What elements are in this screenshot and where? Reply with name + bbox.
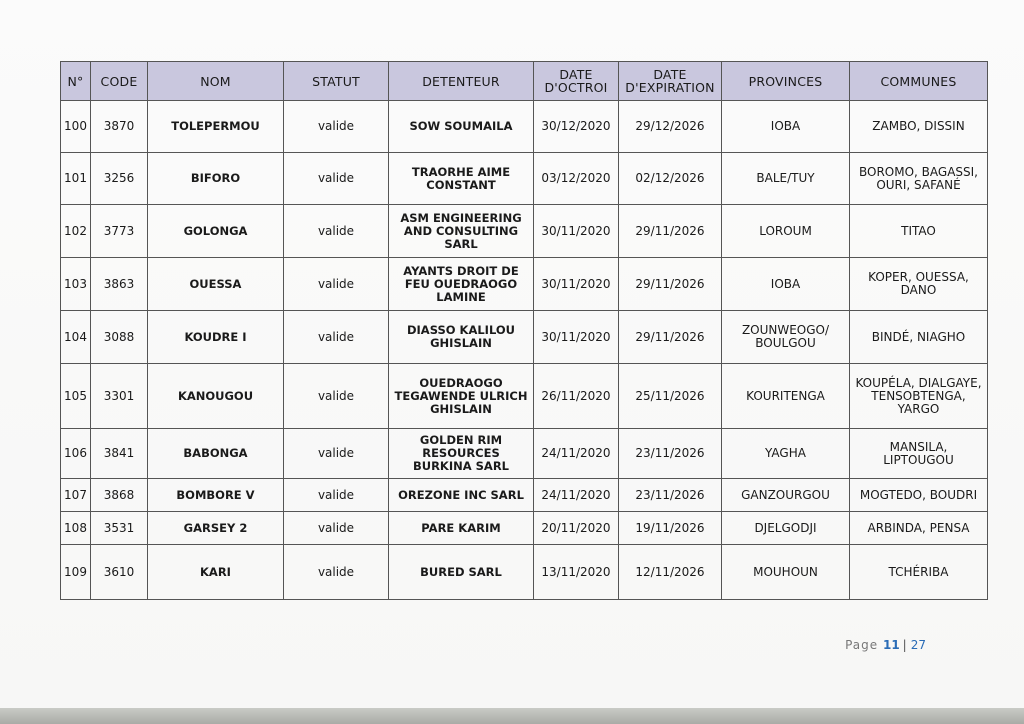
cell-nom: OUESSA bbox=[148, 258, 284, 311]
cell-communes: TCHÉRIBA bbox=[850, 545, 988, 600]
cell-nom: BABONGA bbox=[148, 429, 284, 479]
cell-n: 104 bbox=[61, 311, 91, 364]
cell-provinces: BALE/TUY bbox=[722, 153, 850, 205]
cell-nom: KOUDRE I bbox=[148, 311, 284, 364]
cell-code: 3256 bbox=[91, 153, 148, 205]
cell-n: 100 bbox=[61, 101, 91, 153]
cell-n: 106 bbox=[61, 429, 91, 479]
cell-statut: valide bbox=[284, 311, 389, 364]
cell-code: 3863 bbox=[91, 258, 148, 311]
header-communes: COMMUNES bbox=[850, 62, 988, 101]
cell-statut: valide bbox=[284, 479, 389, 512]
table-row bbox=[61, 311, 988, 364]
cell-date-octroi: 13/11/2020 bbox=[534, 545, 619, 600]
header-date-octroi: DATE D'OCTROI bbox=[534, 62, 619, 101]
cell-date-octroi: 24/11/2020 bbox=[534, 479, 619, 512]
cell-code: 3868 bbox=[91, 479, 148, 512]
table-row bbox=[61, 429, 988, 479]
cell-n: 107 bbox=[61, 479, 91, 512]
cell-detenteur: ASM ENGINEERING AND CONSULTING SARL bbox=[389, 205, 534, 258]
cell-detenteur: DIASSO KALILOU GHISLAIN bbox=[389, 311, 534, 364]
cell-n: 108 bbox=[61, 512, 91, 545]
cell-statut: valide bbox=[284, 512, 389, 545]
cell-code: 3773 bbox=[91, 205, 148, 258]
header-n: N° bbox=[61, 62, 91, 101]
cell-provinces: IOBA bbox=[722, 258, 850, 311]
cell-date-expiration: 29/12/2026 bbox=[619, 101, 722, 153]
table-row bbox=[61, 101, 988, 153]
cell-nom: BOMBORE V bbox=[148, 479, 284, 512]
table-row bbox=[61, 512, 988, 545]
header-nom: NOM bbox=[148, 62, 284, 101]
cell-date-expiration: 23/11/2026 bbox=[619, 479, 722, 512]
cell-nom: KARI bbox=[148, 545, 284, 600]
cell-provinces: LOROUM bbox=[722, 205, 850, 258]
cell-n: 109 bbox=[61, 545, 91, 600]
cell-detenteur: OUEDRAOGO TEGAWENDE ULRICH GHISLAIN bbox=[389, 364, 534, 429]
header-provinces: PROVINCES bbox=[722, 62, 850, 101]
cell-nom: TOLEPERMOU bbox=[148, 101, 284, 153]
cell-detenteur: OREZONE INC SARL bbox=[389, 479, 534, 512]
cell-detenteur: SOW SOUMAILA bbox=[389, 101, 534, 153]
table-row bbox=[61, 364, 988, 429]
cell-code: 3841 bbox=[91, 429, 148, 479]
header-code: CODE bbox=[91, 62, 148, 101]
cell-detenteur: TRAORHE AIME CONSTANT bbox=[389, 153, 534, 205]
table-row bbox=[61, 153, 988, 205]
cell-detenteur: BURED SARL bbox=[389, 545, 534, 600]
header-date-expiration: DATE D'EXPIRATION bbox=[619, 62, 722, 101]
cell-provinces: IOBA bbox=[722, 101, 850, 153]
cell-date-expiration: 23/11/2026 bbox=[619, 429, 722, 479]
cell-date-octroi: 20/11/2020 bbox=[534, 512, 619, 545]
scan-bottom-edge bbox=[0, 708, 1024, 724]
cell-date-octroi: 30/12/2020 bbox=[534, 101, 619, 153]
cell-code: 3610 bbox=[91, 545, 148, 600]
cell-n: 105 bbox=[61, 364, 91, 429]
cell-statut: valide bbox=[284, 545, 389, 600]
cell-nom: BIFORO bbox=[148, 153, 284, 205]
page-separator: | bbox=[902, 638, 908, 652]
cell-n: 103 bbox=[61, 258, 91, 311]
cell-statut: valide bbox=[284, 364, 389, 429]
cell-communes: TITAO bbox=[850, 205, 988, 258]
cell-date-octroi: 26/11/2020 bbox=[534, 364, 619, 429]
page-total: 27 bbox=[910, 638, 926, 652]
cell-date-expiration: 25/11/2026 bbox=[619, 364, 722, 429]
cell-n: 101 bbox=[61, 153, 91, 205]
cell-detenteur: GOLDEN RIM RESOURCES BURKINA SARL bbox=[389, 429, 534, 479]
table-row bbox=[61, 479, 988, 512]
table-row bbox=[61, 258, 988, 311]
cell-code: 3301 bbox=[91, 364, 148, 429]
cell-communes: KOUPÉLA, DIALGAYE, TENSOBTENGA, YARGO bbox=[850, 364, 988, 429]
cell-date-expiration: 29/11/2026 bbox=[619, 258, 722, 311]
cell-provinces: MOUHOUN bbox=[722, 545, 850, 600]
cell-date-octroi: 30/11/2020 bbox=[534, 258, 619, 311]
page-label: Page bbox=[845, 638, 879, 652]
cell-code: 3088 bbox=[91, 311, 148, 364]
cell-date-expiration: 29/11/2026 bbox=[619, 205, 722, 258]
cell-communes: MOGTEDO, BOUDRI bbox=[850, 479, 988, 512]
cell-statut: valide bbox=[284, 205, 389, 258]
page-current: 11 bbox=[882, 638, 900, 652]
cell-provinces: GANZOURGOU bbox=[722, 479, 850, 512]
header-detenteur: DETENTEUR bbox=[389, 62, 534, 101]
cell-provinces: YAGHA bbox=[722, 429, 850, 479]
cell-nom: GARSEY 2 bbox=[148, 512, 284, 545]
header-statut: STATUT bbox=[284, 62, 389, 101]
cell-communes: MANSILA, LIPTOUGOU bbox=[850, 429, 988, 479]
cell-date-expiration: 02/12/2026 bbox=[619, 153, 722, 205]
cell-detenteur: AYANTS DROIT DE FEU OUEDRAOGO LAMINE bbox=[389, 258, 534, 311]
cell-date-expiration: 19/11/2026 bbox=[619, 512, 722, 545]
cell-code: 3531 bbox=[91, 512, 148, 545]
cell-provinces: KOURITENGA bbox=[722, 364, 850, 429]
cell-n: 102 bbox=[61, 205, 91, 258]
cell-date-octroi: 03/12/2020 bbox=[534, 153, 619, 205]
cell-code: 3870 bbox=[91, 101, 148, 153]
table-row bbox=[61, 205, 988, 258]
cell-communes: ZAMBO, DISSIN bbox=[850, 101, 988, 153]
page-number-footer bbox=[845, 638, 926, 652]
permits-table bbox=[60, 61, 988, 600]
cell-statut: valide bbox=[284, 153, 389, 205]
cell-date-octroi: 24/11/2020 bbox=[534, 429, 619, 479]
cell-provinces: ZOUNWEOGO/ BOULGOU bbox=[722, 311, 850, 364]
cell-provinces: DJELGODJI bbox=[722, 512, 850, 545]
cell-communes: BINDÉ, NIAGHO bbox=[850, 311, 988, 364]
cell-communes: KOPER, OUESSA, DANO bbox=[850, 258, 988, 311]
cell-nom: GOLONGA bbox=[148, 205, 284, 258]
table-header-row bbox=[61, 62, 988, 101]
cell-statut: valide bbox=[284, 258, 389, 311]
cell-date-expiration: 12/11/2026 bbox=[619, 545, 722, 600]
cell-statut: valide bbox=[284, 101, 389, 153]
cell-nom: KANOUGOU bbox=[148, 364, 284, 429]
cell-date-octroi: 30/11/2020 bbox=[534, 311, 619, 364]
cell-date-expiration: 29/11/2026 bbox=[619, 311, 722, 364]
cell-communes: ARBINDA, PENSA bbox=[850, 512, 988, 545]
cell-date-octroi: 30/11/2020 bbox=[534, 205, 619, 258]
cell-detenteur: PARE KARIM bbox=[389, 512, 534, 545]
cell-communes: BOROMO, BAGASSI, OURI, SAFANÉ bbox=[850, 153, 988, 205]
table-row bbox=[61, 545, 988, 600]
cell-statut: valide bbox=[284, 429, 389, 479]
